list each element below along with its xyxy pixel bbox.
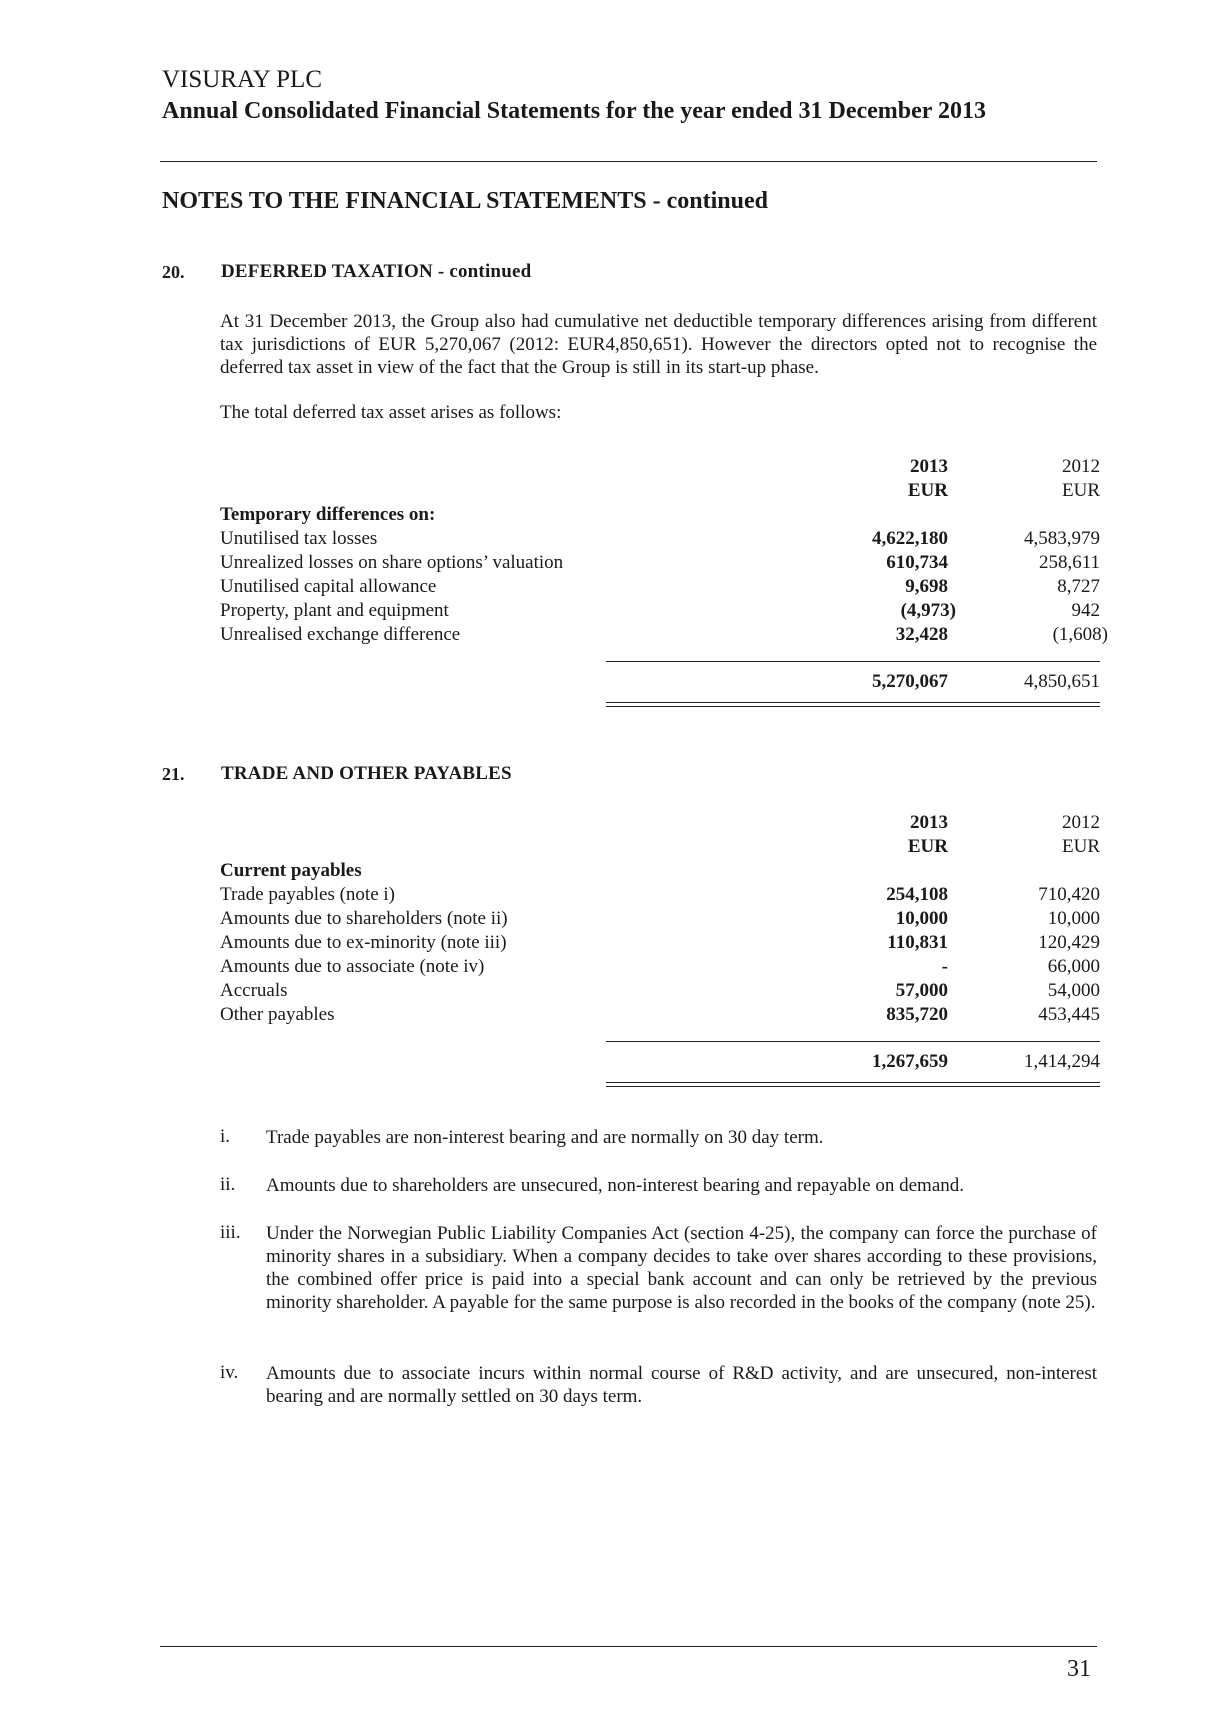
section-20-number: 20. (162, 262, 185, 282)
col-2012-currency: EUR (1062, 836, 1100, 857)
footnote-text: Trade payables are non-interest bearing and are normally on 30 day term. (266, 1127, 824, 1148)
table-row: Trade payables (note i) 254,108 710,420 (220, 884, 1100, 905)
page-number: 31 (1067, 1656, 1091, 1682)
total-2013: 5,270,067 (872, 671, 948, 692)
footnote-text: Amounts due to associate incurs within normal course of R&D activity, and are unsecured, non-interest bearing and are normally settled on 30 days term. (266, 1363, 1097, 1407)
table-header-currency (220, 835, 1100, 859)
deferred-tax-total (220, 670, 1100, 694)
table-group-label: Temporary differences on: (220, 504, 436, 525)
col-2013-year: 2013 (910, 812, 948, 833)
table-group-label: Current payables (220, 860, 362, 881)
table-total-row (220, 670, 1100, 694)
header-divider (160, 161, 1097, 162)
section-20-title: DEFERRED TAXATION - continued (221, 261, 532, 282)
col-2013-currency: EUR (907, 480, 948, 501)
table-row: Amounts due to shareholders (note ii) 10,000 10,000 (220, 908, 1100, 929)
total-2013: 1,267,659 (872, 1051, 948, 1072)
notes-title: NOTES TO THE FINANCIAL STATEMENTS - continued (162, 188, 768, 214)
company-name: VISURAY PLC (162, 66, 322, 93)
double-total-rule (606, 702, 1100, 707)
section-20-lead: The total deferred tax asset arises as follows: (220, 402, 562, 423)
table-row: Unutilised capital allowance 9,698 8,727 (220, 576, 1100, 597)
col-2012-currency: EUR (1062, 480, 1100, 501)
table-row: Property, plant and equipment (4,973) 942 (220, 600, 1100, 621)
total-rule (606, 661, 1100, 662)
table-row: Accruals 57,000 54,000 (220, 980, 1100, 1001)
total-2012: 4,850,651 (1024, 671, 1100, 692)
footnote-text: Amounts due to shareholders are unsecured, non-interest bearing and repayable on demand. (266, 1175, 965, 1196)
col-2013-currency: EUR (907, 836, 948, 857)
col-2012-year: 2012 (1062, 456, 1100, 477)
table-row: Other payables 835,720 453,445 (220, 1004, 1100, 1025)
table-row: Unrealised exchange difference 32,428 (1,608) (220, 624, 1108, 645)
table-header-year (220, 455, 1100, 479)
table-total-row (220, 1050, 1100, 1074)
table-row: Amounts due to associate (note iv) - 66,000 (220, 956, 1100, 977)
total-rule (606, 1041, 1100, 1042)
table-row: Unrealized losses on share options’ valuation 610,734 258,611 (220, 552, 1100, 573)
section-20-paragraph: At 31 December 2013, the Group also had cumulative net deductible temporary differences arising from different tax jurisdictions of EUR 5,270,067 (2012: EUR4,850,651). However the directors opted not to recognise the deferred tax asset in view of the fact that the Group is still in its start-up phase. (220, 311, 1097, 378)
footnote-number: i. (220, 1126, 231, 1147)
section-21-title: TRADE AND OTHER PAYABLES (221, 763, 512, 784)
table-header-currency (220, 479, 1100, 503)
footnote-number: ii. (220, 1174, 236, 1195)
section-21-number: 21. (162, 764, 185, 784)
footnote-number: iv. (220, 1362, 239, 1383)
col-2012-year: 2012 (1062, 812, 1100, 833)
footnote-number: iii. (220, 1222, 241, 1243)
footer-divider (160, 1646, 1097, 1647)
double-total-rule (606, 1082, 1100, 1087)
footnote-text: Under the Norwegian Public Liability Companies Act (section 4-25), the company can force the purchase of minority shares in a subsidiary. When a company decides to take over shares according to these provisions, the combined offer price is paid into a special bank account and can only be retrieved by the previous minority shareholder. A payable for the same purpose is also recorded in the books of the company (note 25). (266, 1223, 1097, 1313)
deferred-tax-table (220, 455, 1108, 647)
table-row: Unutilised tax losses 4,622,180 4,583,979 (220, 528, 1100, 549)
document-subtitle: Annual Consolidated Financial Statements for the year ended 31 December 2013 (162, 98, 986, 124)
table-header-year (220, 811, 1100, 835)
trade-payables-table (220, 811, 1100, 1027)
total-2012: 1,414,294 (1024, 1051, 1100, 1072)
col-2013-year: 2013 (910, 456, 948, 477)
trade-payables-total (220, 1050, 1100, 1074)
table-row: Amounts due to ex-minority (note iii) 110,831 120,429 (220, 932, 1100, 953)
